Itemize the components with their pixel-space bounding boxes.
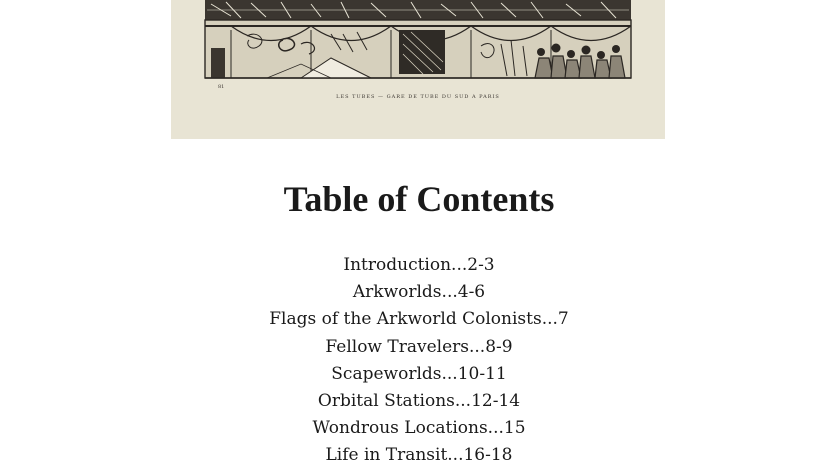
toc-entry-fellow-travelers: Fellow Travelers...8-9 — [325, 336, 513, 357]
toc-entry-orbital-stations: Orbital Stations...12-14 — [317, 390, 521, 411]
plate-number: 81 — [218, 84, 225, 90]
engraving-illustration — [171, 0, 665, 139]
toc-list — [0, 252, 838, 470]
toc-entry-life-in-transit: Life in Transit...16-18 — [325, 445, 513, 466]
toc-entry-arkworlds: Arkworlds...4-6 — [352, 282, 486, 303]
toc-entry-flags: Flags of the Arkworld Colonists...7 — [269, 309, 569, 330]
toc-entry-introduction: Introduction...2-3 — [343, 255, 495, 275]
toc-entry-scapeworlds: Scapeworlds...10-11 — [331, 363, 507, 384]
engraving-artwork — [171, 0, 665, 139]
toc-title: Table of Contents — [283, 179, 555, 219]
illustration-caption: LES TUBES — GARE DE TUBE DU SUD A PARIS — [336, 94, 500, 100]
toc-entry-wondrous-locations: Wondrous Locations...15 — [312, 418, 526, 439]
